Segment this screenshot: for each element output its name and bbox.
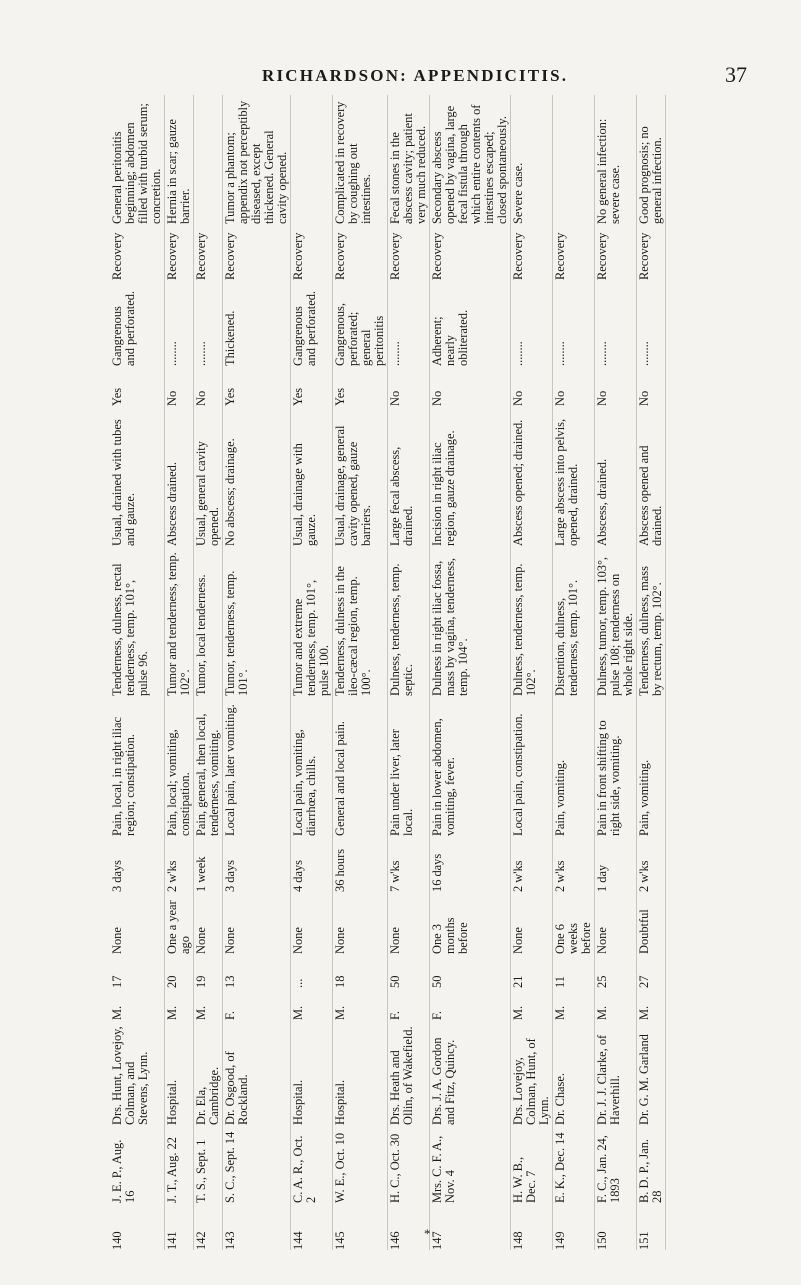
cell-age: 18: [333, 957, 388, 991]
cell-remarks: Hernia in scar; gauze barrier.: [165, 95, 194, 227]
cell-previous: One 6 weeks before: [553, 895, 595, 957]
case-records-table: [110, 95, 666, 1250]
cell-physical: Tumor, tenderness, temp. 101°.: [223, 549, 291, 699]
cell-appendix-condition: ........: [388, 283, 430, 369]
cell-remarks: [553, 95, 595, 227]
cell-sex: M.: [511, 991, 553, 1023]
cell-sex: M.: [553, 991, 595, 1023]
cell-physician: Hospital.: [165, 1023, 194, 1128]
cell-physician: Dr. Ela, Cambridge.: [194, 1023, 223, 1128]
cell-patient: J. E. P., Aug. 16: [110, 1128, 165, 1206]
cell-appendix-condition: Adherent; nearly obliterated.: [430, 283, 511, 369]
cell-age: 50: [388, 957, 430, 991]
table-row: [637, 95, 666, 1250]
cell-remarks: Tumor a phantom; appendix not perceptibly diseased, except thickened. General cavity opened.: [223, 95, 291, 227]
cell-result: Recovery: [194, 227, 223, 283]
cell-physician: Dr. G. M. Garland: [637, 1023, 666, 1128]
cell-patient: B. D. P., Jan. 28: [637, 1128, 666, 1206]
cell-age: ...: [291, 957, 333, 991]
cell-sex: M.: [110, 991, 165, 1023]
cell-operation: No abscess; drainage.: [223, 409, 291, 549]
cell-duration: 16 days: [430, 839, 511, 895]
cell-symptoms: Local pain, constipation.: [511, 699, 553, 839]
cell-duration: 3 days: [110, 839, 165, 895]
cell-duration: 1 week: [194, 839, 223, 895]
cell-physical: Dulness in right iliac fossa, mass by vagina, tenderness, temp. 104°.: [430, 549, 511, 699]
footnote-mark: *: [424, 1226, 431, 1241]
cell-age: 50: [430, 957, 511, 991]
cell-physician: Hospital.: [333, 1023, 388, 1128]
cell-physical: Tumor and tenderness, temp. 102°.: [165, 549, 194, 699]
cell-appendix-removed: No: [595, 369, 637, 409]
cell-sex: M.: [637, 991, 666, 1023]
cell-previous: One 3 months before: [430, 895, 511, 957]
cell-appendix-removed: No: [194, 369, 223, 409]
cell-symptoms: General and local pain.: [333, 699, 388, 839]
cell-remarks: No general infection: severe case.: [595, 95, 637, 227]
cell-previous: One a year ago: [165, 895, 194, 957]
cell-appendix-condition: Gangrenous and perforated.: [291, 283, 333, 369]
cell-patient: H. C., Oct. 30: [388, 1128, 430, 1206]
cell-sex: F.: [430, 991, 511, 1023]
cell-age: 11: [553, 957, 595, 991]
cell-appendix-condition: ........: [595, 283, 637, 369]
cell-previous: None: [194, 895, 223, 957]
cell-physical: Tenderness, dulness in the ileo-cæcal region, temp. 100°.: [333, 549, 388, 699]
cell-result: Recovery: [595, 227, 637, 283]
cell-physical: Dulness, tumor, temp. 103°, pulse 108; tenderness on whole right side.: [595, 549, 637, 699]
cell-no: 143: [223, 1206, 291, 1250]
cell-appendix-condition: ........: [511, 283, 553, 369]
cell-previous: None: [511, 895, 553, 957]
cell-duration: 2 w'ks: [553, 839, 595, 895]
cell-appendix-removed: No: [637, 369, 666, 409]
cell-no: 151: [637, 1206, 666, 1250]
cell-patient: C. A. R., Oct. 2: [291, 1128, 333, 1206]
cell-operation: Usual, general cavity opened.: [194, 409, 223, 549]
cell-physical: Tumor, local tenderness.: [194, 549, 223, 699]
cell-physician: Drs. Lovejoy, Colman, Hunt, of Lynn.: [511, 1023, 553, 1128]
cell-operation: Abscess opened and drained.: [637, 409, 666, 549]
cell-previous: None: [333, 895, 388, 957]
cell-sex: F.: [388, 991, 430, 1023]
cell-patient: E. K., Dec. 14: [553, 1128, 595, 1206]
cell-symptoms: Pain, vomiting.: [553, 699, 595, 839]
cell-patient: Mrs. C. F. A., Nov. 4: [430, 1128, 511, 1206]
cell-appendix-condition: ........: [194, 283, 223, 369]
table-row: [223, 95, 291, 1250]
cell-physician: Hospital.: [291, 1023, 333, 1128]
cell-duration: 2 w'ks: [165, 839, 194, 895]
cell-remarks: Fecal stones in the abscess cavity; patient very much reduced.: [388, 95, 430, 227]
cell-previous: None: [388, 895, 430, 957]
cell-age: 27: [637, 957, 666, 991]
cell-duration: 2 w'ks: [511, 839, 553, 895]
cell-operation: Usual, drained with tubes and gauze.: [110, 409, 165, 549]
table-row: [165, 95, 194, 1250]
cell-age: 25: [595, 957, 637, 991]
cell-symptoms: Pain, general, then local, tenderness, vomiting.: [194, 699, 223, 839]
cell-appendix-removed: Yes: [291, 369, 333, 409]
cell-duration: 36 hours: [333, 839, 388, 895]
cell-appendix-condition: ........: [637, 283, 666, 369]
cell-symptoms: Local pain, later vomiting.: [223, 699, 291, 839]
running-head: [0, 62, 801, 92]
cell-appendix-removed: No: [430, 369, 511, 409]
table-row: [291, 95, 333, 1250]
cell-symptoms: Local pain, vomiting, diarrhœa, chills.: [291, 699, 333, 839]
cell-remarks: [291, 95, 333, 227]
cell-no: 146: [388, 1206, 430, 1250]
cell-remarks: Good prognosis; no general infection.: [637, 95, 666, 227]
cell-result: Recovery: [637, 227, 666, 283]
cell-result: Recovery: [511, 227, 553, 283]
cell-patient: J. T., Aug. 22: [165, 1128, 194, 1206]
cell-duration: 2 w'ks: [637, 839, 666, 895]
cell-physical: Distention, dulness, tenderness, temp. 101°.: [553, 549, 595, 699]
cell-result: Recovery: [388, 227, 430, 283]
cell-sex: M.: [291, 991, 333, 1023]
table-row: [553, 95, 595, 1250]
cell-remarks: Secondary abscess opened by vagina, large fecal fistula through which entire contents of intestines escaped; closed spontaneously.: [430, 95, 511, 227]
table-row: [430, 95, 511, 1250]
cell-appendix-removed: No: [553, 369, 595, 409]
cell-result: Recovery: [553, 227, 595, 283]
page-number: 37: [725, 62, 747, 87]
cell-age: 13: [223, 957, 291, 991]
cell-duration: 3 days: [223, 839, 291, 895]
cell-physical: Dulness, tenderness, temp. 102°.: [511, 549, 553, 699]
cell-physical: Tenderness, dulness, rectal tenderness, temp. 101°, pulse 96.: [110, 549, 165, 699]
cell-symptoms: Pain, local, in right iliac region; constipation.: [110, 699, 165, 839]
cell-remarks: [194, 95, 223, 227]
cell-physician: Dr. Osgood, of Rockland.: [223, 1023, 291, 1128]
cell-age: 21: [511, 957, 553, 991]
cell-age: 20: [165, 957, 194, 991]
cell-sex: M.: [165, 991, 194, 1023]
cell-appendix-condition: ........: [553, 283, 595, 369]
cell-operation: Incision in right iliac region, gauze drainage.: [430, 409, 511, 549]
table-row: [388, 95, 430, 1250]
cell-duration: 4 days: [291, 839, 333, 895]
cell-sex: M.: [194, 991, 223, 1023]
cell-previous: None: [110, 895, 165, 957]
cell-patient: T. S., Sept. 1: [194, 1128, 223, 1206]
cell-appendix-condition: Thickened.: [223, 283, 291, 369]
cell-physical: Dulness, tenderness, temp. septic.: [388, 549, 430, 699]
cell-operation: Abscess, drained.: [595, 409, 637, 549]
cell-no: 150: [595, 1206, 637, 1250]
cell-sex: M.: [595, 991, 637, 1023]
cell-appendix-condition: Gangrenous and perforated.: [110, 283, 165, 369]
cell-sex: F.: [223, 991, 291, 1023]
cell-previous: None: [595, 895, 637, 957]
cell-operation: Usual, drainage with gauze.: [291, 409, 333, 549]
cell-no: 141: [165, 1206, 194, 1250]
cell-appendix-condition: Gangrenous, perforated; general peritonitis: [333, 283, 388, 369]
cell-age: 19: [194, 957, 223, 991]
cell-previous: None: [223, 895, 291, 957]
cell-physician: Drs. J. A. Gordon and Fitz, Quincy.: [430, 1023, 511, 1128]
cell-no: 144: [291, 1206, 333, 1250]
cell-symptoms: Pain under liver, later local.: [388, 699, 430, 839]
cell-physical: Tenderness, dulness, mass by rectum, temp. 102°.: [637, 549, 666, 699]
cell-duration: 7 w'ks: [388, 839, 430, 895]
cell-result: Recovery: [110, 227, 165, 283]
table-row: [194, 95, 223, 1250]
running-title: RICHARDSON: APPENDICITIS.: [262, 66, 569, 85]
cell-age: 17: [110, 957, 165, 991]
cell-operation: Large fecal abscess, drained.: [388, 409, 430, 549]
cell-no: 145: [333, 1206, 388, 1250]
cell-symptoms: Pain in front shifting to right side, vomiting.: [595, 699, 637, 839]
table-row: [110, 95, 165, 1250]
cell-operation: Abscess drained.: [165, 409, 194, 549]
cell-previous: Doubtful: [637, 895, 666, 957]
cell-operation: Large abscess into pelvis, opened, drained.: [553, 409, 595, 549]
cell-appendix-removed: No: [165, 369, 194, 409]
cell-operation: Abscess opened; drained.: [511, 409, 553, 549]
cell-physician: Dr. J. J. Clarke, of Haverhill.: [595, 1023, 637, 1128]
table-row: [595, 95, 637, 1250]
cell-operation: Usual, drainage, general cavity opened, gauze barriers.: [333, 409, 388, 549]
cell-appendix-removed: Yes: [223, 369, 291, 409]
cell-symptoms: Pain, vomiting.: [637, 699, 666, 839]
cell-symptoms: Pain in lower abdomen, vomiting, fever.: [430, 699, 511, 839]
cell-sex: M.: [333, 991, 388, 1023]
cell-remarks: Severe case.: [511, 95, 553, 227]
cell-remarks: Complicated in recovery by coughing out intestines.: [333, 95, 388, 227]
cell-previous: None: [291, 895, 333, 957]
cell-appendix-removed: Yes: [110, 369, 165, 409]
cell-appendix-removed: Yes: [333, 369, 388, 409]
cell-no: 140: [110, 1206, 165, 1250]
cell-remarks: General peritonitis beginning; abdomen filled with turbid serum; concretion.: [110, 95, 165, 227]
cell-duration: 1 day: [595, 839, 637, 895]
cell-patient: H. W. B., Dec. 7: [511, 1128, 553, 1206]
cell-patient: W. E., Oct. 10: [333, 1128, 388, 1206]
cell-result: Recovery: [291, 227, 333, 283]
cell-no: 147: [430, 1206, 511, 1250]
cell-physician: Drs. Heath and Ollin, of Wakefield.: [388, 1023, 430, 1128]
cell-appendix-removed: No: [511, 369, 553, 409]
cell-result: Recovery: [165, 227, 194, 283]
cell-appendix-condition: ........: [165, 283, 194, 369]
table-row: [511, 95, 553, 1250]
cell-physician: Dr. Chase.: [553, 1023, 595, 1128]
cell-no: 149: [553, 1206, 595, 1250]
case-records-table-wrap: [110, 95, 710, 1250]
cell-result: Recovery: [223, 227, 291, 283]
cell-appendix-removed: No: [388, 369, 430, 409]
case-rows: [110, 95, 666, 1250]
cell-physical: Tumor and extreme tenderness, temp. 101°, pulse 100.: [291, 549, 333, 699]
cell-patient: F. C., Jan. 24, 1893: [595, 1128, 637, 1206]
cell-no: 142: [194, 1206, 223, 1250]
cell-symptoms: Pain, local; vomiting, constipation.: [165, 699, 194, 839]
cell-patient: S. C., Sept. 14: [223, 1128, 291, 1206]
cell-physician: Drs. Hunt, Lovejoy, Colman, and Stevens, Lynn.: [110, 1023, 165, 1128]
cell-result: Recovery: [333, 227, 388, 283]
table-row: [333, 95, 388, 1250]
cell-result: Recovery: [430, 227, 511, 283]
cell-no: 148: [511, 1206, 553, 1250]
